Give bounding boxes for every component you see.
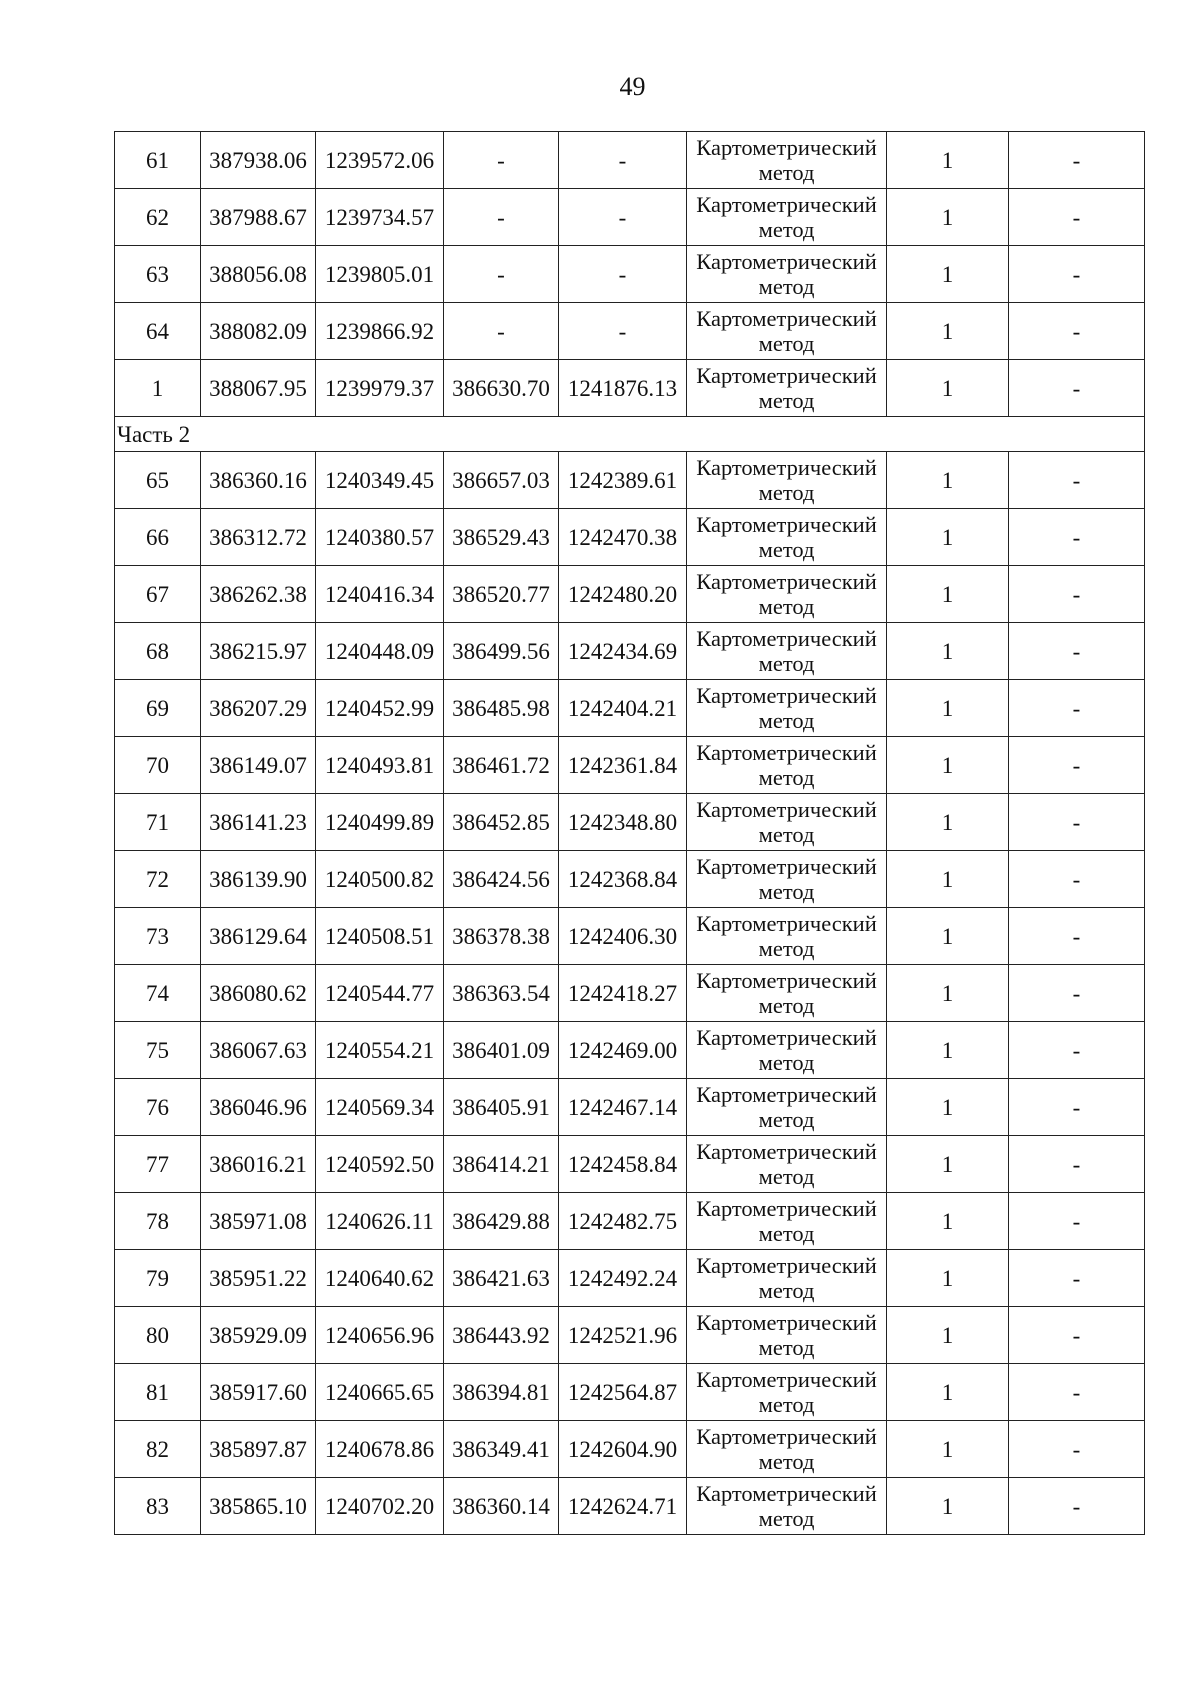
note-cell: - — [1009, 1022, 1145, 1079]
table-row — [115, 1193, 1145, 1250]
x-coordinate-cell: 386067.63 — [201, 1022, 316, 1079]
note-cell: - — [1009, 794, 1145, 851]
method-cell: Картометрический метод — [687, 1193, 887, 1250]
table-row — [115, 1079, 1145, 1136]
table-row — [115, 246, 1145, 303]
previous-x-coordinate-cell: 386452.85 — [444, 794, 559, 851]
table-row — [115, 737, 1145, 794]
note-cell: - — [1009, 132, 1145, 189]
y-coordinate-cell: 1239572.06 — [316, 132, 444, 189]
previous-x-coordinate-cell: 386360.14 — [444, 1478, 559, 1535]
method-cell: Картометрический метод — [687, 680, 887, 737]
accuracy-cell: 1 — [887, 1079, 1009, 1136]
previous-y-coordinate-cell: 1242624.71 — [559, 1478, 687, 1535]
method-cell: Картометрический метод — [687, 189, 887, 246]
y-coordinate-cell: 1240665.65 — [316, 1364, 444, 1421]
note-cell: - — [1009, 965, 1145, 1022]
accuracy-cell: 1 — [887, 303, 1009, 360]
note-cell: - — [1009, 303, 1145, 360]
previous-x-coordinate-cell: 386421.63 — [444, 1250, 559, 1307]
accuracy-cell: 1 — [887, 189, 1009, 246]
previous-x-coordinate-cell: 386461.72 — [444, 737, 559, 794]
y-coordinate-cell: 1240500.82 — [316, 851, 444, 908]
point-number-cell: 63 — [115, 246, 201, 303]
y-coordinate-cell: 1240416.34 — [316, 566, 444, 623]
table-row — [115, 1136, 1145, 1193]
method-cell: Картометрический метод — [687, 1022, 887, 1079]
y-coordinate-cell: 1240678.86 — [316, 1421, 444, 1478]
previous-x-coordinate-cell: - — [444, 303, 559, 360]
note-cell: - — [1009, 851, 1145, 908]
y-coordinate-cell: 1240640.62 — [316, 1250, 444, 1307]
x-coordinate-cell: 386141.23 — [201, 794, 316, 851]
x-coordinate-cell: 386215.97 — [201, 623, 316, 680]
x-coordinate-cell: 387938.06 — [201, 132, 316, 189]
point-number-cell: 79 — [115, 1250, 201, 1307]
previous-x-coordinate-cell: 386499.56 — [444, 623, 559, 680]
x-coordinate-cell: 385929.09 — [201, 1307, 316, 1364]
note-cell: - — [1009, 1421, 1145, 1478]
previous-y-coordinate-cell: 1241876.13 — [559, 360, 687, 417]
page-number: 49 — [619, 72, 646, 101]
method-cell: Картометрический метод — [687, 851, 887, 908]
y-coordinate-cell: 1239734.57 — [316, 189, 444, 246]
note-cell: - — [1009, 1136, 1145, 1193]
method-cell: Картометрический метод — [687, 908, 887, 965]
x-coordinate-cell: 386262.38 — [201, 566, 316, 623]
x-coordinate-cell: 385917.60 — [201, 1364, 316, 1421]
x-coordinate-cell: 385971.08 — [201, 1193, 316, 1250]
y-coordinate-cell: 1240544.77 — [316, 965, 444, 1022]
y-coordinate-cell: 1240592.50 — [316, 1136, 444, 1193]
point-number-cell: 64 — [115, 303, 201, 360]
previous-y-coordinate-cell: 1242361.84 — [559, 737, 687, 794]
note-cell: - — [1009, 189, 1145, 246]
method-cell: Картометрический метод — [687, 132, 887, 189]
previous-x-coordinate-cell: - — [444, 189, 559, 246]
point-number-cell: 82 — [115, 1421, 201, 1478]
y-coordinate-cell: 1240493.81 — [316, 737, 444, 794]
point-number-cell: 71 — [115, 794, 201, 851]
previous-y-coordinate-cell: 1242404.21 — [559, 680, 687, 737]
point-number-cell: 80 — [115, 1307, 201, 1364]
previous-x-coordinate-cell: 386630.70 — [444, 360, 559, 417]
x-coordinate-cell: 388056.08 — [201, 246, 316, 303]
section-row — [115, 417, 1145, 452]
accuracy-cell: 1 — [887, 1193, 1009, 1250]
previous-x-coordinate-cell: 386520.77 — [444, 566, 559, 623]
accuracy-cell: 1 — [887, 452, 1009, 509]
x-coordinate-cell: 385951.22 — [201, 1250, 316, 1307]
x-coordinate-cell: 386016.21 — [201, 1136, 316, 1193]
x-coordinate-cell: 386360.16 — [201, 452, 316, 509]
previous-y-coordinate-cell: 1242482.75 — [559, 1193, 687, 1250]
method-cell: Картометрический метод — [687, 1136, 887, 1193]
previous-x-coordinate-cell: 386429.88 — [444, 1193, 559, 1250]
table-row — [115, 794, 1145, 851]
coordinates-table — [114, 131, 1145, 1535]
x-coordinate-cell: 386129.64 — [201, 908, 316, 965]
accuracy-cell: 1 — [887, 1022, 1009, 1079]
point-number-cell: 1 — [115, 360, 201, 417]
point-number-cell: 75 — [115, 1022, 201, 1079]
table-row — [115, 1364, 1145, 1421]
point-number-cell: 65 — [115, 452, 201, 509]
table-row — [115, 1478, 1145, 1535]
method-cell: Картометрический метод — [687, 1364, 887, 1421]
point-number-cell: 76 — [115, 1079, 201, 1136]
table-row — [115, 680, 1145, 737]
accuracy-cell: 1 — [887, 851, 1009, 908]
method-cell: Картометрический метод — [687, 452, 887, 509]
y-coordinate-cell: 1239805.01 — [316, 246, 444, 303]
y-coordinate-cell: 1240554.21 — [316, 1022, 444, 1079]
note-cell: - — [1009, 360, 1145, 417]
point-number-cell: 61 — [115, 132, 201, 189]
previous-x-coordinate-cell: 386378.38 — [444, 908, 559, 965]
x-coordinate-cell: 386312.72 — [201, 509, 316, 566]
table-row — [115, 509, 1145, 566]
note-cell: - — [1009, 1364, 1145, 1421]
previous-x-coordinate-cell: - — [444, 132, 559, 189]
table-row — [115, 189, 1145, 246]
previous-y-coordinate-cell: - — [559, 132, 687, 189]
accuracy-cell: 1 — [887, 1421, 1009, 1478]
point-number-cell: 74 — [115, 965, 201, 1022]
table-row — [115, 1307, 1145, 1364]
previous-x-coordinate-cell: 386443.92 — [444, 1307, 559, 1364]
point-number-cell: 66 — [115, 509, 201, 566]
point-number-cell: 78 — [115, 1193, 201, 1250]
y-coordinate-cell: 1240448.09 — [316, 623, 444, 680]
y-coordinate-cell: 1240380.57 — [316, 509, 444, 566]
y-coordinate-cell: 1240702.20 — [316, 1478, 444, 1535]
previous-x-coordinate-cell: 386363.54 — [444, 965, 559, 1022]
note-cell: - — [1009, 1250, 1145, 1307]
method-cell: Картометрический метод — [687, 1421, 887, 1478]
note-cell: - — [1009, 1079, 1145, 1136]
method-cell: Картометрический метод — [687, 1079, 887, 1136]
previous-y-coordinate-cell: 1242521.96 — [559, 1307, 687, 1364]
previous-x-coordinate-cell: 386529.43 — [444, 509, 559, 566]
point-number-cell: 73 — [115, 908, 201, 965]
previous-y-coordinate-cell: 1242469.00 — [559, 1022, 687, 1079]
method-cell: Картометрический метод — [687, 965, 887, 1022]
point-number-cell: 77 — [115, 1136, 201, 1193]
y-coordinate-cell: 1240508.51 — [316, 908, 444, 965]
x-coordinate-cell: 386080.62 — [201, 965, 316, 1022]
x-coordinate-cell: 385865.10 — [201, 1478, 316, 1535]
note-cell: - — [1009, 509, 1145, 566]
method-cell: Картометрический метод — [687, 566, 887, 623]
table-row — [115, 851, 1145, 908]
previous-x-coordinate-cell: 386349.41 — [444, 1421, 559, 1478]
y-coordinate-cell: 1240626.11 — [316, 1193, 444, 1250]
note-cell: - — [1009, 452, 1145, 509]
accuracy-cell: 1 — [887, 566, 1009, 623]
previous-y-coordinate-cell: 1242604.90 — [559, 1421, 687, 1478]
note-cell: - — [1009, 566, 1145, 623]
point-number-cell: 72 — [115, 851, 201, 908]
section-label: Часть 2 — [115, 417, 1145, 452]
previous-y-coordinate-cell: 1242348.80 — [559, 794, 687, 851]
point-number-cell: 83 — [115, 1478, 201, 1535]
table-row — [115, 566, 1145, 623]
previous-y-coordinate-cell: 1242470.38 — [559, 509, 687, 566]
x-coordinate-cell: 386207.29 — [201, 680, 316, 737]
accuracy-cell: 1 — [887, 1250, 1009, 1307]
previous-y-coordinate-cell: 1242564.87 — [559, 1364, 687, 1421]
point-number-cell: 69 — [115, 680, 201, 737]
note-cell: - — [1009, 623, 1145, 680]
point-number-cell: 81 — [115, 1364, 201, 1421]
y-coordinate-cell: 1240656.96 — [316, 1307, 444, 1364]
previous-y-coordinate-cell: 1242406.30 — [559, 908, 687, 965]
x-coordinate-cell: 388067.95 — [201, 360, 316, 417]
previous-y-coordinate-cell: 1242458.84 — [559, 1136, 687, 1193]
accuracy-cell: 1 — [887, 132, 1009, 189]
point-number-cell: 67 — [115, 566, 201, 623]
accuracy-cell: 1 — [887, 1364, 1009, 1421]
table-row — [115, 303, 1145, 360]
note-cell: - — [1009, 680, 1145, 737]
table-row — [115, 623, 1145, 680]
accuracy-cell: 1 — [887, 623, 1009, 680]
y-coordinate-cell: 1239979.37 — [316, 360, 444, 417]
x-coordinate-cell: 386046.96 — [201, 1079, 316, 1136]
note-cell: - — [1009, 737, 1145, 794]
previous-y-coordinate-cell: 1242418.27 — [559, 965, 687, 1022]
note-cell: - — [1009, 1307, 1145, 1364]
method-cell: Картометрический метод — [687, 360, 887, 417]
accuracy-cell: 1 — [887, 1478, 1009, 1535]
accuracy-cell: 1 — [887, 1136, 1009, 1193]
accuracy-cell: 1 — [887, 680, 1009, 737]
method-cell: Картометрический метод — [687, 1478, 887, 1535]
x-coordinate-cell: 386149.07 — [201, 737, 316, 794]
table-row — [115, 452, 1145, 509]
previous-y-coordinate-cell: - — [559, 246, 687, 303]
previous-x-coordinate-cell: 386401.09 — [444, 1022, 559, 1079]
accuracy-cell: 1 — [887, 360, 1009, 417]
method-cell: Картометрический метод — [687, 794, 887, 851]
table-row — [115, 1022, 1145, 1079]
accuracy-cell: 1 — [887, 246, 1009, 303]
y-coordinate-cell: 1240569.34 — [316, 1079, 444, 1136]
x-coordinate-cell: 387988.67 — [201, 189, 316, 246]
y-coordinate-cell: 1240349.45 — [316, 452, 444, 509]
previous-x-coordinate-cell: 386657.03 — [444, 452, 559, 509]
point-number-cell: 62 — [115, 189, 201, 246]
method-cell: Картометрический метод — [687, 246, 887, 303]
x-coordinate-cell: 385897.87 — [201, 1421, 316, 1478]
table-row — [115, 1250, 1145, 1307]
previous-x-coordinate-cell: 386414.21 — [444, 1136, 559, 1193]
x-coordinate-cell: 386139.90 — [201, 851, 316, 908]
previous-y-coordinate-cell: - — [559, 189, 687, 246]
point-number-cell: 70 — [115, 737, 201, 794]
table-row — [115, 965, 1145, 1022]
previous-y-coordinate-cell: 1242368.84 — [559, 851, 687, 908]
previous-x-coordinate-cell: 386405.91 — [444, 1079, 559, 1136]
y-coordinate-cell: 1240499.89 — [316, 794, 444, 851]
previous-x-coordinate-cell: 386424.56 — [444, 851, 559, 908]
accuracy-cell: 1 — [887, 737, 1009, 794]
point-number-cell: 68 — [115, 623, 201, 680]
coordinates-table-body — [115, 132, 1145, 1535]
accuracy-cell: 1 — [887, 965, 1009, 1022]
previous-y-coordinate-cell: - — [559, 303, 687, 360]
y-coordinate-cell: 1240452.99 — [316, 680, 444, 737]
previous-y-coordinate-cell: 1242467.14 — [559, 1079, 687, 1136]
accuracy-cell: 1 — [887, 908, 1009, 965]
previous-y-coordinate-cell: 1242492.24 — [559, 1250, 687, 1307]
accuracy-cell: 1 — [887, 509, 1009, 566]
method-cell: Картометрический метод — [687, 303, 887, 360]
previous-y-coordinate-cell: 1242434.69 — [559, 623, 687, 680]
method-cell: Картометрический метод — [687, 1307, 887, 1364]
method-cell: Картометрический метод — [687, 623, 887, 680]
method-cell: Картометрический метод — [687, 509, 887, 566]
previous-x-coordinate-cell: - — [444, 246, 559, 303]
accuracy-cell: 1 — [887, 794, 1009, 851]
note-cell: - — [1009, 908, 1145, 965]
x-coordinate-cell: 388082.09 — [201, 303, 316, 360]
method-cell: Картометрический метод — [687, 1250, 887, 1307]
note-cell: - — [1009, 1193, 1145, 1250]
y-coordinate-cell: 1239866.92 — [316, 303, 444, 360]
method-cell: Картометрический метод — [687, 737, 887, 794]
note-cell: - — [1009, 1478, 1145, 1535]
previous-x-coordinate-cell: 386485.98 — [444, 680, 559, 737]
table-row — [115, 1421, 1145, 1478]
previous-x-coordinate-cell: 386394.81 — [444, 1364, 559, 1421]
table-row — [115, 132, 1145, 189]
previous-y-coordinate-cell: 1242480.20 — [559, 566, 687, 623]
table-row — [115, 908, 1145, 965]
accuracy-cell: 1 — [887, 1307, 1009, 1364]
table-row — [115, 360, 1145, 417]
note-cell: - — [1009, 246, 1145, 303]
previous-y-coordinate-cell: 1242389.61 — [559, 452, 687, 509]
